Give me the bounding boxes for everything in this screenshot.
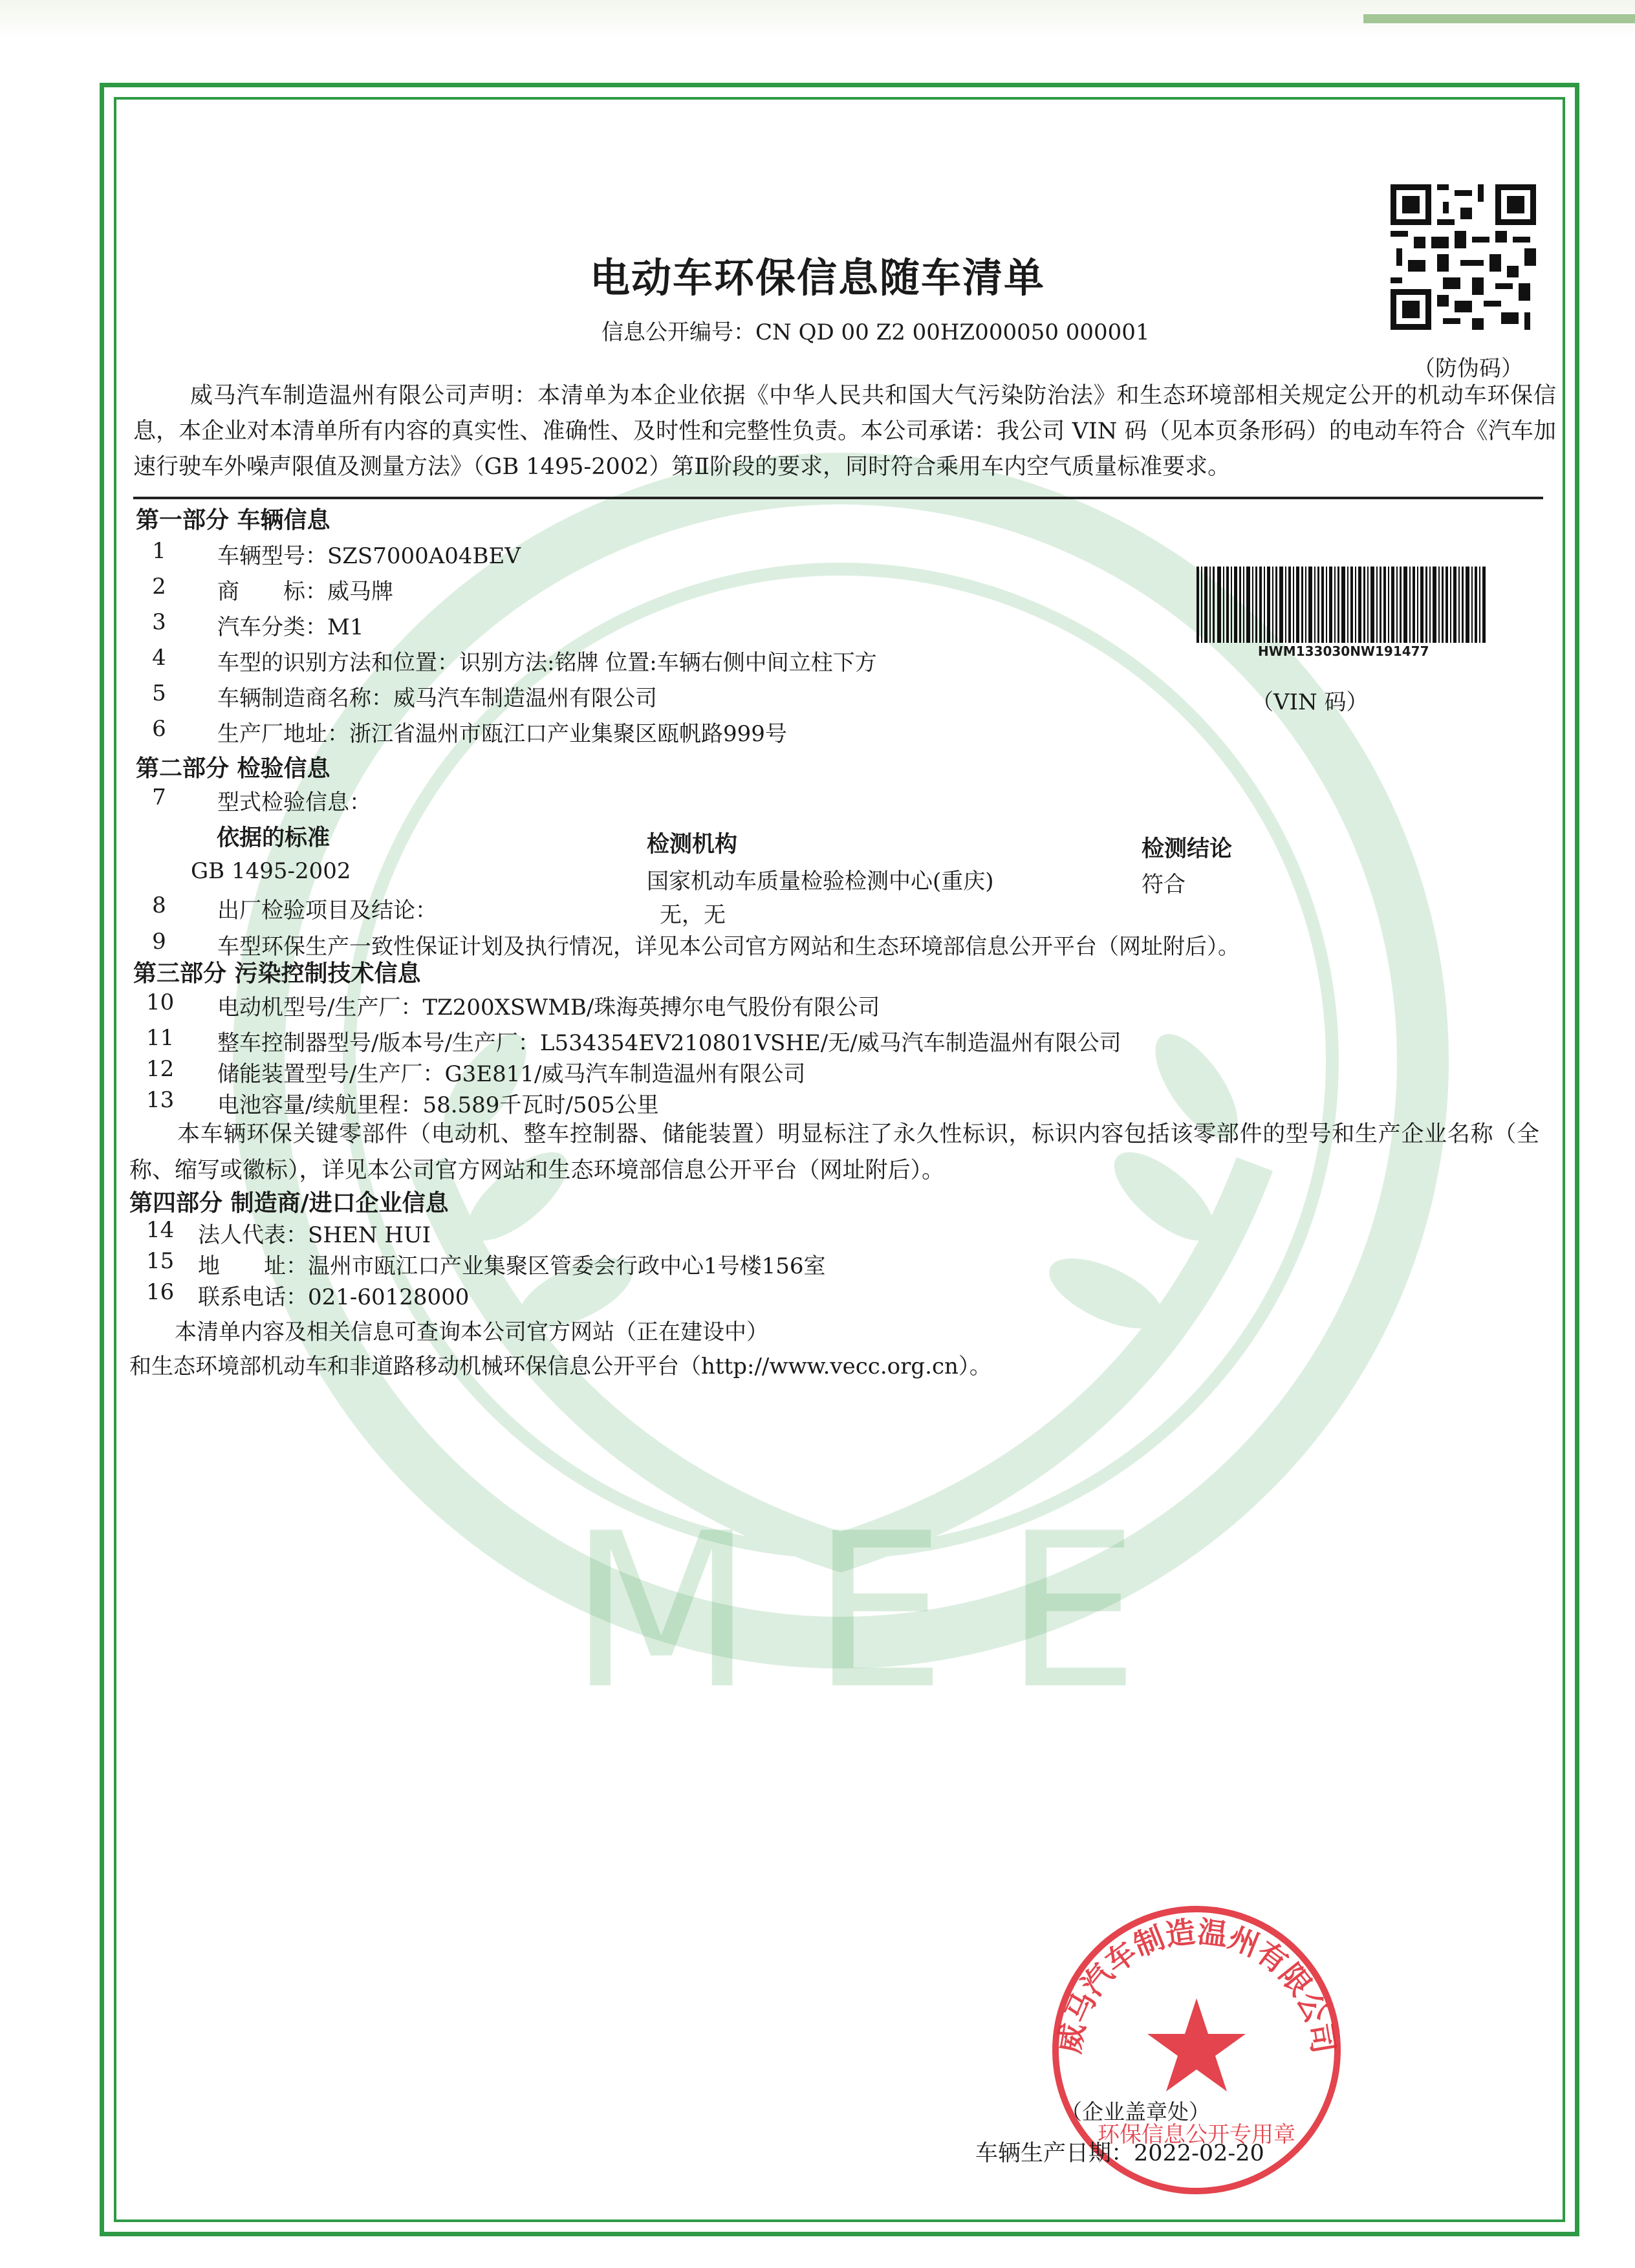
info-number: 信息公开编号：CN QD 00 Z2 00HZ000050 000001 — [601, 319, 1150, 345]
divider-line — [133, 497, 1543, 499]
column-header-result: 检测结论 — [1142, 836, 1233, 862]
standard-value: GB 1495-2002 — [191, 858, 351, 884]
seal-area-note: （企业盖章处） — [1061, 2099, 1210, 2124]
barcode-text: HWM133030NW191477 — [1258, 643, 1429, 659]
svg-text:威马汽车制造温州有限公司 — [1052, 1914, 1341, 2056]
page-title: 电动车环保信息随车清单 — [589, 254, 1045, 301]
agency-value: 国家机动车质量检验检测中心(重庆) — [647, 869, 994, 894]
factory-inspection-value: 无，无 — [660, 902, 726, 928]
company-declaration: 威马汽车制造温州有限公司声明：本清单为本企业依据《中华人民共和国大气污染防治法》和生态环境部相关规定公开的机动车环保信息，本企业对本清单所有内容的真实性、准确性、及时性和完整性负责。本公司承诺：我公司 VIN 码（见本页条形码）的电动车符合《汽车加速行驶车外噪声限值及测量方法》（GB 1495-2002）第Ⅱ阶段的要求，同时符合乘用车内空气质量标准要求。 — [133, 383, 1556, 480]
watermark-text: MEE — [569, 1487, 1198, 1736]
vin-label: （VIN 码） — [1251, 689, 1369, 715]
section-title-inspection: 第二部分 检验信息 — [136, 755, 330, 782]
column-header-agency: 检测机构 — [647, 832, 738, 858]
section-title-pollution-control: 第三部分 污染控制技术信息 — [133, 960, 421, 987]
seal-purpose-text: 环保信息公开专用章 — [1098, 2122, 1295, 2148]
production-date: 车辆生产日期：2022-02-20 — [975, 2141, 1264, 2166]
seal-company-text: 威马汽车制造温州有限公司 — [1052, 1914, 1341, 2056]
component-marking-note: 本车辆环保关键零部件（电动机、整车控制器、储能装置）明显标注了永久性标识，标识内容包括该零部件的型号和生产企业名称（全称、缩写或徽标），详见本公司官方网站和生态环境部信息公开平台（网址附后）。 — [129, 1121, 1539, 1183]
footer-note-line2: 和生态环境部机动车和非道路移动机械环保信息公开平台（http://www.vecc.org.cn）。 — [129, 1354, 991, 1379]
section-title-vehicle: 第一部分 车辆信息 — [136, 507, 330, 534]
section-title-manufacturer: 第四部分 制造商/进口企业信息 — [129, 1190, 449, 1216]
footer-note-line1: 本清单内容及相关信息可查询本公司官方网站（正在建设中） — [175, 1319, 768, 1345]
vin-barcode-icon[interactable] — [1196, 567, 1488, 643]
scan-edge-stripe — [1363, 14, 1635, 23]
qr-label: （防伪码） — [1413, 356, 1523, 382]
result-value: 符合 — [1142, 872, 1186, 898]
column-header-standard: 依据的标准 — [217, 825, 330, 851]
